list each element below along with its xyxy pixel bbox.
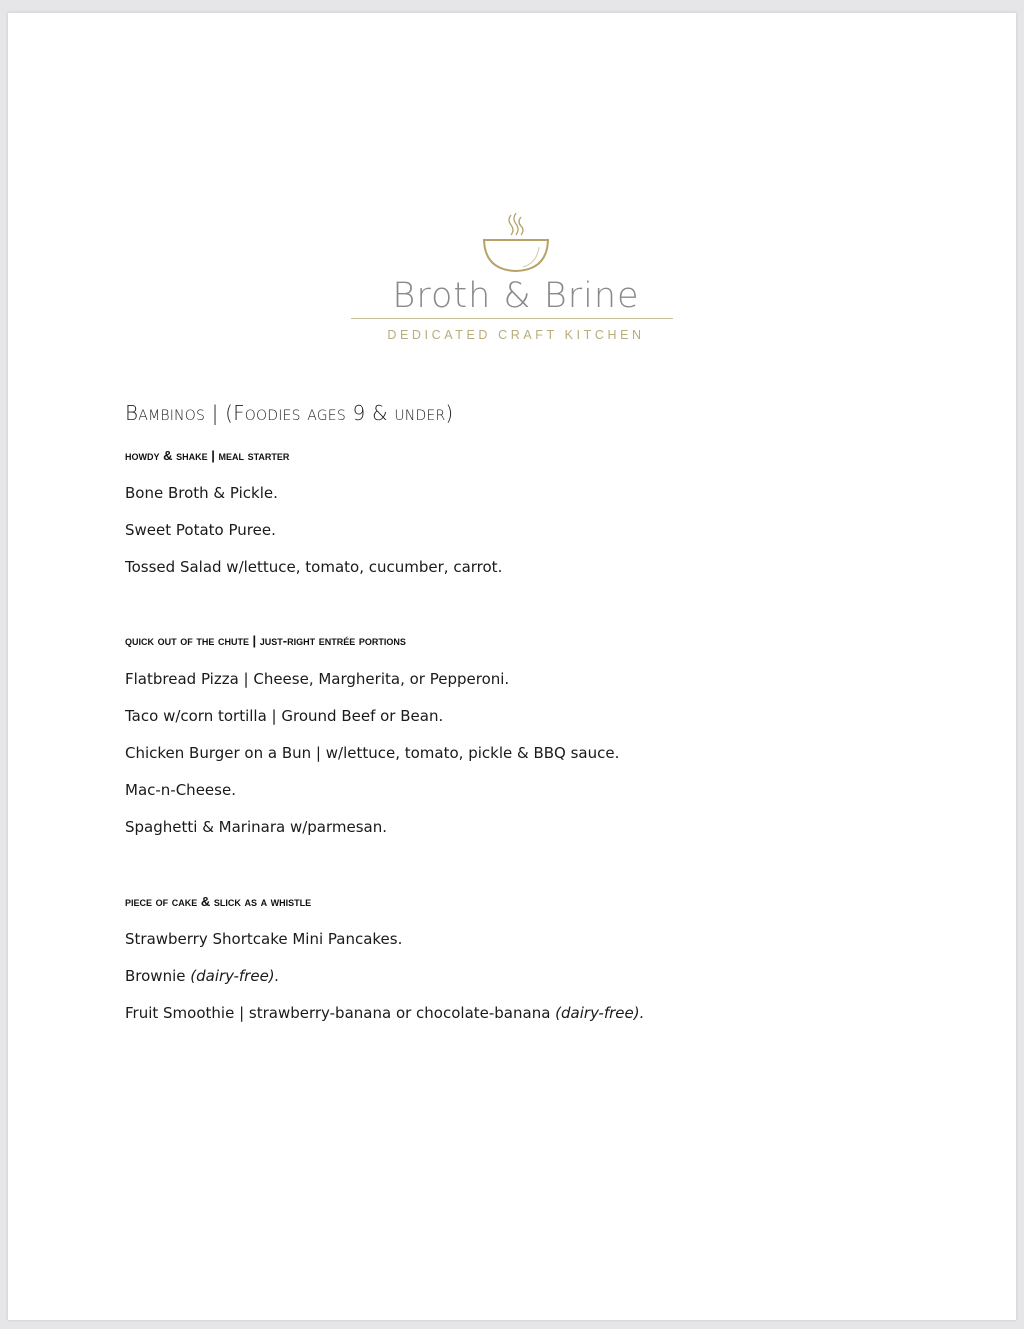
- item-text: Fruit Smoothie | strawberry-banana or chocolate-banana: [125, 1004, 556, 1022]
- dietary-note: (dairy-free).: [555, 1004, 645, 1022]
- menu-item: Tossed Salad w/lettuce, tomato, cucumber, carrot.: [125, 558, 503, 576]
- menu-item: Sweet Potato Puree.: [125, 521, 276, 539]
- menu-item: Strawberry Shortcake Mini Pancakes.: [125, 930, 403, 948]
- menu-page: [8, 13, 1016, 1320]
- brand-name: Broth & Brine: [392, 276, 640, 316]
- section-heading-desserts: piece of cake & slick as a whistle: [125, 894, 312, 909]
- item-text: Brownie: [125, 967, 191, 985]
- menu-item: Taco w/corn tortilla | Ground Beef or Bean.: [125, 707, 444, 725]
- brand-tagline: DEDICATED CRAFT KITCHEN: [387, 328, 645, 342]
- section-heading-entrees: quick out of the chute | just-right entrée portions: [125, 633, 406, 648]
- menu-title: Bambinos | (Foodies ages 9 & under): [125, 401, 454, 425]
- dietary-note: (dairy-free).: [190, 967, 280, 985]
- menu-item: Mac-n-Cheese.: [125, 781, 236, 799]
- menu-item: Chicken Burger on a Bun | w/lettuce, tomato, pickle & BBQ sauce.: [125, 744, 620, 762]
- menu-item: Bone Broth & Pickle.: [125, 484, 278, 502]
- menu-item: [125, 1004, 644, 1022]
- steaming-bowl-icon: [481, 213, 551, 278]
- logo-divider: [351, 318, 673, 319]
- brand-logo: [351, 213, 681, 363]
- menu-item: Spaghetti & Marinara w/parmesan.: [125, 818, 388, 836]
- menu-item: [125, 967, 279, 985]
- section-heading-starters: howdy & shake | meal starter: [125, 448, 290, 463]
- menu-item: Flatbread Pizza | Cheese, Margherita, or Pepperoni.: [125, 670, 510, 688]
